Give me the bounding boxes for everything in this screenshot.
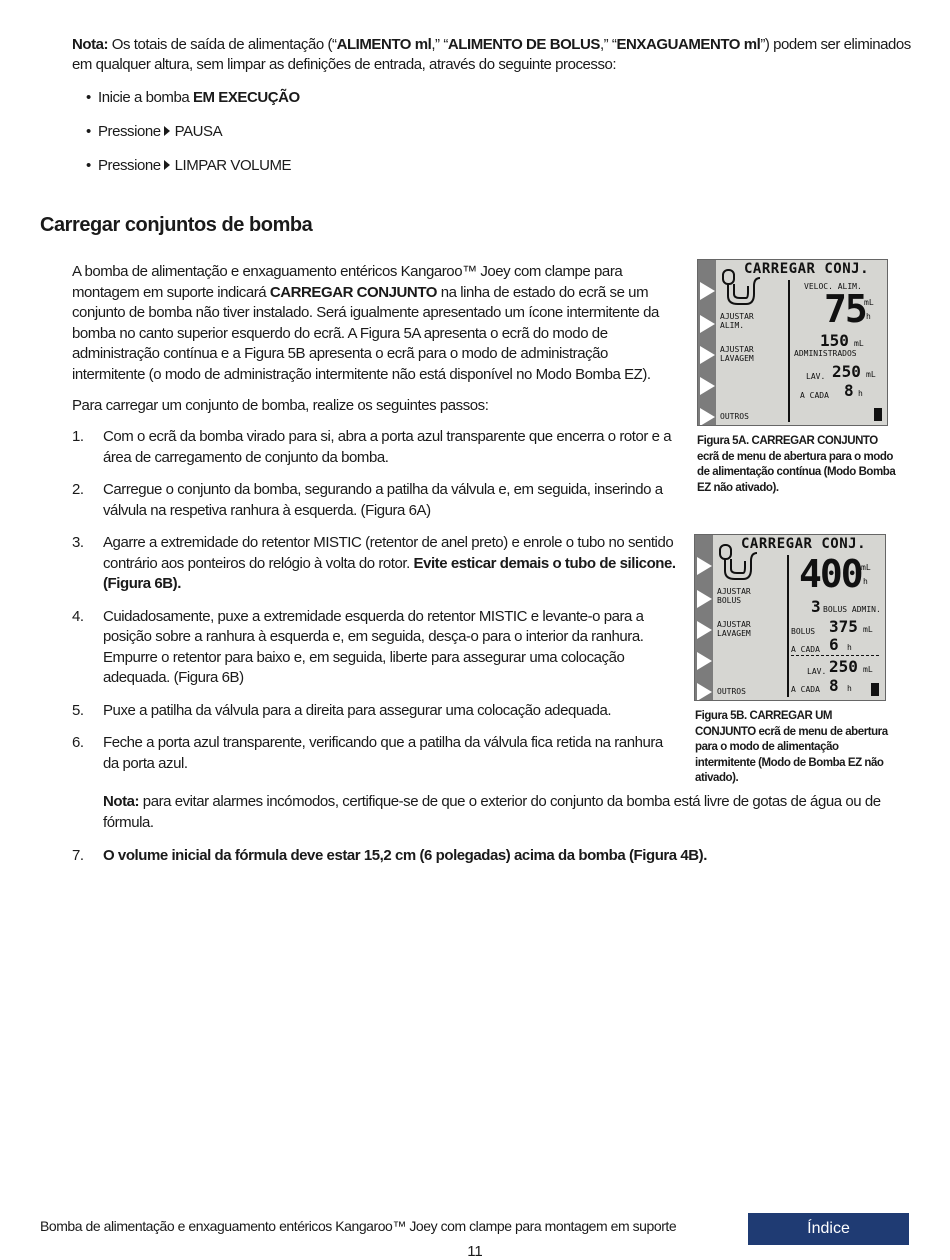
index-button[interactable]: Índice [748, 1213, 909, 1245]
arrow-right-icon [700, 377, 715, 395]
step-item: 1. Com o ecrã da bomba virado para si, abra a porta azul transparente que encerra o rotor e a área de carregamento de conjunto da bomba. [72, 428, 672, 466]
arrow-right-icon [700, 282, 715, 300]
menu-other: OUTROS [717, 687, 746, 696]
menu-other: OUTROS [720, 412, 749, 421]
arrow-right-icon [697, 683, 712, 701]
note-text: ,” “ [431, 36, 448, 53]
step-item: 2. Carregue o conjunto da bomba, segurando a patilha da válvula e, em seguida, inserindo a válvula na respetiva ranhura à esquerda. (Figura 6A) [72, 481, 663, 519]
clear-volume-steps [86, 88, 300, 190]
note-label: Nota: [72, 36, 109, 53]
interval-value: 8 [844, 381, 854, 400]
step-item: 5. Puxe a patilha da válvula para a direita para assegurar uma colocação adequada. [72, 701, 612, 719]
flush-value: 250 [829, 657, 858, 676]
note-text: ,” “ [599, 36, 617, 53]
arrow-right-icon [700, 315, 715, 333]
administered-label: ADMINISTRADOS [794, 349, 857, 358]
intro-paragraph: A bomba de alimentação e enxaguamento entéricos Kangaroo™ Joey com clampe para montagem em suporte indicará CARREGAR CONJUNTO na linha de estado do ecrã se um conjunto de bomba não tiver instalado. Será igualmente apresentado um ícone intermitente da bomba no canto superior esquerdo do ecrã. A Figura 5A apresenta o ecrã do modo de administração contínua e a Figura 5B apresenta o ecrã para o modo de administração intermitente (o modo de administração intermitente não está disponível no Modo Bomba EZ). [72, 263, 659, 383]
step-item: 4. Cuidadosamente, puxe a extremidade esquerda do retentor MISTIC e levante-o para a posição sobre a ranhura à esquerda e, em seguida, desça-o para o interior da ranhura. Empurre o retentor para baixo e, em seguida, liberte para assegurar uma colocação adequada. (Figura 6B) [72, 607, 644, 686]
menu-adjust-feed: AJUSTAR ALIM. [720, 312, 754, 330]
page-number: 11 [467, 1243, 483, 1260]
section-title: Carregar conjuntos de bomba [40, 214, 313, 236]
list-item: • Pressione LIMPAR VOLUME [86, 157, 292, 174]
bolus-value: 375 [829, 617, 858, 636]
figure-5b-caption: Figura 5B. CARREGAR UM CONJUNTO ecrã de menu de abertura para o modo de alimentação intermitente (Modo de Bomba EZ não ativado). [695, 710, 888, 784]
play-arrow-icon [164, 126, 170, 136]
menu-adjust-bolus: AJUSTAR BOLUS [717, 587, 751, 605]
note-text: ”) podem ser eliminados em qualquer altura, sem limpar as definições de entrada, através do seguinte processo: [72, 36, 911, 73]
battery-icon [871, 683, 879, 696]
arrow-right-icon [700, 346, 715, 364]
screen-title: CARREGAR CONJ. [741, 536, 867, 552]
menu-adjust-flush: AJUSTAR LAVAGEM [717, 620, 751, 638]
note-paragraph [72, 35, 922, 75]
bolus-count: 3 [811, 597, 821, 616]
arrow-right-icon [697, 557, 712, 575]
arrow-right-icon [697, 652, 712, 670]
arrow-right-icon [700, 408, 715, 426]
arrow-right-icon [697, 590, 712, 608]
note-paragraph-2 [103, 792, 893, 833]
list-item: • Inicie a bomba EM EXECUÇÃO [86, 89, 300, 106]
step-7: 7. O volume inicial da fórmula deve estar 15,2 cm (6 polegadas) acima da bomba (Figura 4B). [72, 847, 707, 864]
figure-5a-screen: CARREGAR CONJ. AJUSTAR ALIM. AJUSTAR LAVAGEM OUTROS VELOC. ALIM. 75 mL h 150 mL ADMINISTRADOS LAV. 250 mL A CADA 8 h [697, 259, 888, 426]
rate-value: 75 [824, 287, 866, 331]
administered-value: 150 [820, 331, 849, 350]
menu-adjust-flush: AJUSTAR LAVAGEM [720, 345, 754, 363]
note-bold-3: ENXAGUAMENTO ml [616, 36, 761, 53]
screen-title: CARREGAR CONJ. [744, 261, 870, 277]
arrow-right-icon [697, 621, 712, 639]
list-item: • Pressione PAUSA [86, 123, 223, 140]
figure-5a-caption: Figura 5A. CARREGAR CONJUNTO ecrã de menu de abertura para o modo de alimentação contínua (Modo Bomba EZ não ativado). [697, 435, 896, 494]
footer-text: Bomba de alimentação e enxaguamento entéricos Kangaroo™ Joey com clampe para montagem em suporte [40, 1218, 677, 1234]
steps-intro: Para carregar um conjunto de bomba, realize os seguintes passos: [72, 397, 489, 414]
flush-value: 250 [832, 362, 861, 381]
note-text: Os totais de saída de alimentação (“ [108, 36, 337, 53]
volume-value: 400 [799, 552, 862, 596]
battery-icon [874, 408, 882, 421]
step-item: 6. Feche a porta azul transparente, verificando que a patilha da válvula fica retida na ranhura da porta azul. [72, 734, 663, 772]
figure-5b-screen: CARREGAR CONJ. AJUSTAR BOLUS AJUSTAR LAVAGEM OUTROS 400 mL h 3 BOLUS ADMIN. BOLUS 375 mL A CADA 6 h LAV. 250 mL A CADA 8 h [694, 534, 886, 701]
note-label: Nota: [103, 793, 140, 810]
play-arrow-icon [164, 160, 170, 170]
load-set-steps [72, 427, 677, 774]
rate-label: VELOC. ALIM. [804, 282, 862, 291]
step-item: 3. Agarre a extremidade do retentor MISTIC (retentor de anel preto) e enrole o tubo no sentido contrário aos ponteiros do relógio à volta do rotor. Evite esticar demais o tubo de silicone. (Figura 6B). [72, 534, 676, 592]
note-text: para evitar alarmes incómodos, certifique-se de que o exterior do conjunto da bomba está livre de gotas de água ou de fórmula. [103, 793, 881, 831]
note-bold-1: ALIMENTO ml [336, 36, 432, 53]
note-bold-2: ALIMENTO DE BOLUS [447, 36, 600, 53]
